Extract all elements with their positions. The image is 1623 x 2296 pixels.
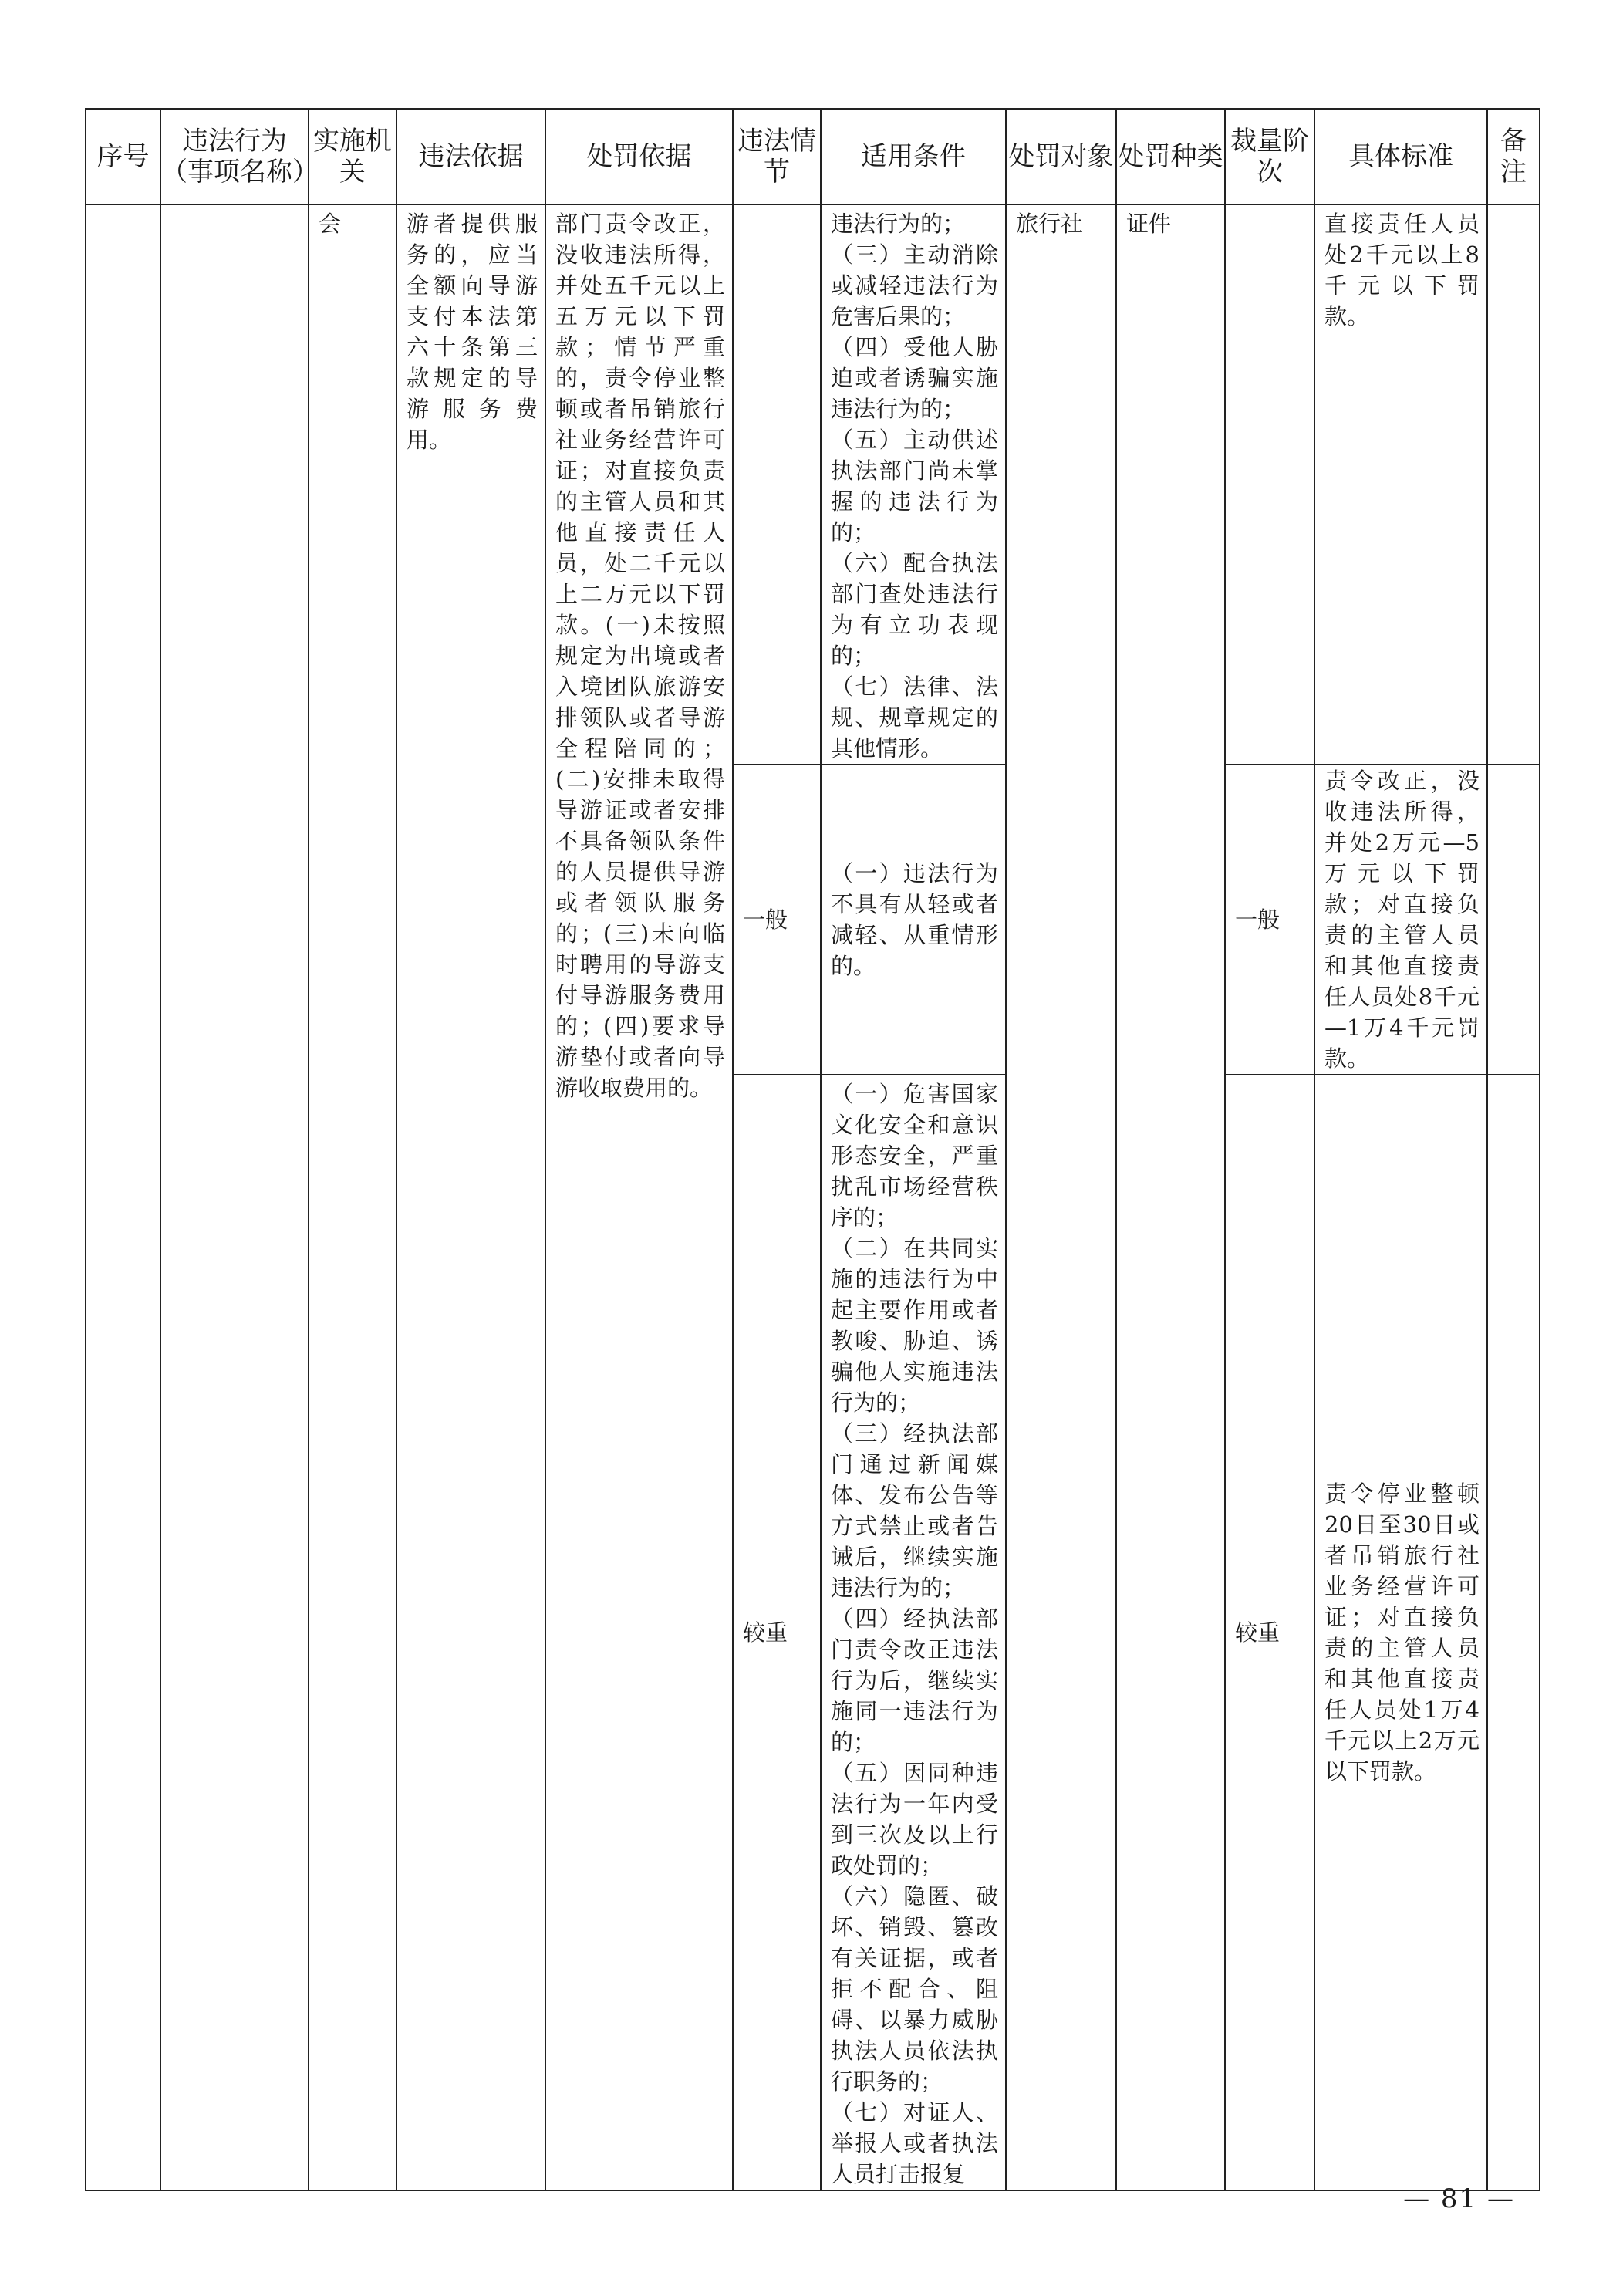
stage-text: 较重 (1235, 1619, 1281, 1646)
remark-cell (1487, 204, 1540, 765)
standard-cell (1314, 1075, 1487, 2190)
header-cell: 处罚对象 (1006, 109, 1116, 204)
stage-cell (1225, 1075, 1314, 2190)
penalty-discretion-table (85, 108, 1540, 2191)
header-cell: 裁量阶次 (1225, 109, 1314, 204)
standard-cell (1314, 765, 1487, 1075)
penalty-type-text: 证件 (1126, 211, 1172, 237)
remark-cell (1487, 1075, 1540, 2190)
item-name-text (161, 205, 308, 208)
target-text: 旅行社 (1016, 211, 1084, 237)
header-cell: 违法依据 (396, 109, 545, 204)
circumstance-cell (733, 1075, 821, 2190)
conditions-text: 违法行为的； （三）主动消除或减轻违法行为危害后果的； （四）受他人胁迫或者诱骗实施违法行为的； （五）主动供述执法部门尚未掌握的违法行为的； （六）配合执法部门查处违法行为有立功表现的； （七）法律、法规、规章规定的其他情形。 (831, 211, 998, 761)
circumstance-text: 一般 (743, 907, 788, 933)
header-cell: 具体标准 (1314, 109, 1487, 204)
legal-basis-cell (396, 204, 545, 2190)
standard-text: 责令停业整顿20日至30日或者吊销旅行社业务经营许可证；对直接负责的主管人员和其他直接责任人员处1万4千元以上2万元以下罚款。 (1324, 1481, 1480, 1784)
header-cell: 序号 (86, 109, 160, 204)
penalty-basis-cell (545, 204, 733, 2190)
header-cell: 违法情节 (733, 109, 821, 204)
table-header-row (86, 109, 1540, 204)
conditions-cell (821, 1075, 1006, 2190)
seq-cell (86, 204, 160, 2190)
stage-cell (1225, 204, 1314, 765)
circumstance-text (734, 205, 820, 208)
remark-text (1488, 205, 1539, 208)
header-cell: 适用条件 (821, 109, 1006, 204)
item-name-cell (160, 204, 309, 2190)
remark-text (1488, 1075, 1539, 1079)
standard-text: 直接责任人员处2千元以上8千元以下罚款。 (1324, 211, 1480, 329)
header-cell: 违法行为（事项名称） (160, 109, 309, 204)
header-cell: 备注 (1487, 109, 1540, 204)
header-cell: 实施机关 (309, 109, 396, 204)
agency-cell (309, 204, 396, 2190)
stage-text: 一般 (1235, 907, 1281, 933)
circumstance-cell (733, 765, 821, 1075)
page-number: — 81 — (1403, 2183, 1515, 2214)
standard-text: 责令改正，没收违法所得，并处2万元—5万元以下罚款；对直接负责的主管人员和其他直接责任人员处8千元—1万4千元罚款。 (1324, 768, 1480, 1072)
penalty-basis-text: 部门责令改正，没收违法所得，并处五千元以上五万元以下罚款；情节严重的，责令停业整顿或者吊销旅行社业务经营许可证；对直接负责的主管人员和其他直接责任人员，处二千元以上二万元以下罚款。(一)未按照规定为出境或者入境团队旅游安排领队或者导游全程陪同的；(二)安排未取得导游证或者安排不具备领队条件的人员提供导游或者领队服务的；(三)未向临时聘用的导游支付导游服务费用的；(四)要求导游垫付或者向导游收取费用的。 (555, 211, 725, 1101)
stage-text (1226, 205, 1314, 208)
seq-text (86, 205, 160, 208)
circumstance-text: 较重 (743, 1619, 788, 1646)
table-row (86, 204, 1540, 765)
remark-text (1488, 765, 1539, 768)
target-cell (1006, 204, 1116, 2190)
conditions-cell (821, 204, 1006, 765)
header-cell: 处罚依据 (545, 109, 733, 204)
standard-cell (1314, 204, 1487, 765)
penalty-type-cell (1116, 204, 1225, 2190)
conditions-text: （一）违法行为不具有从轻或者减轻、从重情形的。 (831, 860, 998, 979)
legal-basis-text: 游者提供服务的，应当全额向导游支付本法第六十条第三款规定的导游服务费用。 (407, 211, 538, 453)
conditions-text: （一）危害国家文化安全和意识形态安全，严重扰乱市场经营秩序的； （二）在共同实施的违法行为中起主要作用或者教唆、胁迫、诱骗他人实施违法行为的； （三）经执法部门通过新闻媒体、发布公告等方式禁止或者告诫后，继续实施违法行为的； （四）经执法部门责令改正违法行为后，继续实施同一违法行为的； （五）因同种违法行为一年内受到三次及以上行政处罚的； （六）隐匿、破坏、销毁、篡改有关证据，或者拒不配合、阻碍、以暴力威胁执法人员依法执行职务的； （七）对证人、举报人或者执法人员打击报复 (831, 1081, 998, 2187)
conditions-cell (821, 765, 1006, 1075)
header-cell: 处罚种类 (1116, 109, 1225, 204)
circumstance-cell (733, 204, 821, 765)
remark-cell (1487, 765, 1540, 1075)
agency-text: 会 (319, 211, 342, 237)
stage-cell (1225, 765, 1314, 1075)
